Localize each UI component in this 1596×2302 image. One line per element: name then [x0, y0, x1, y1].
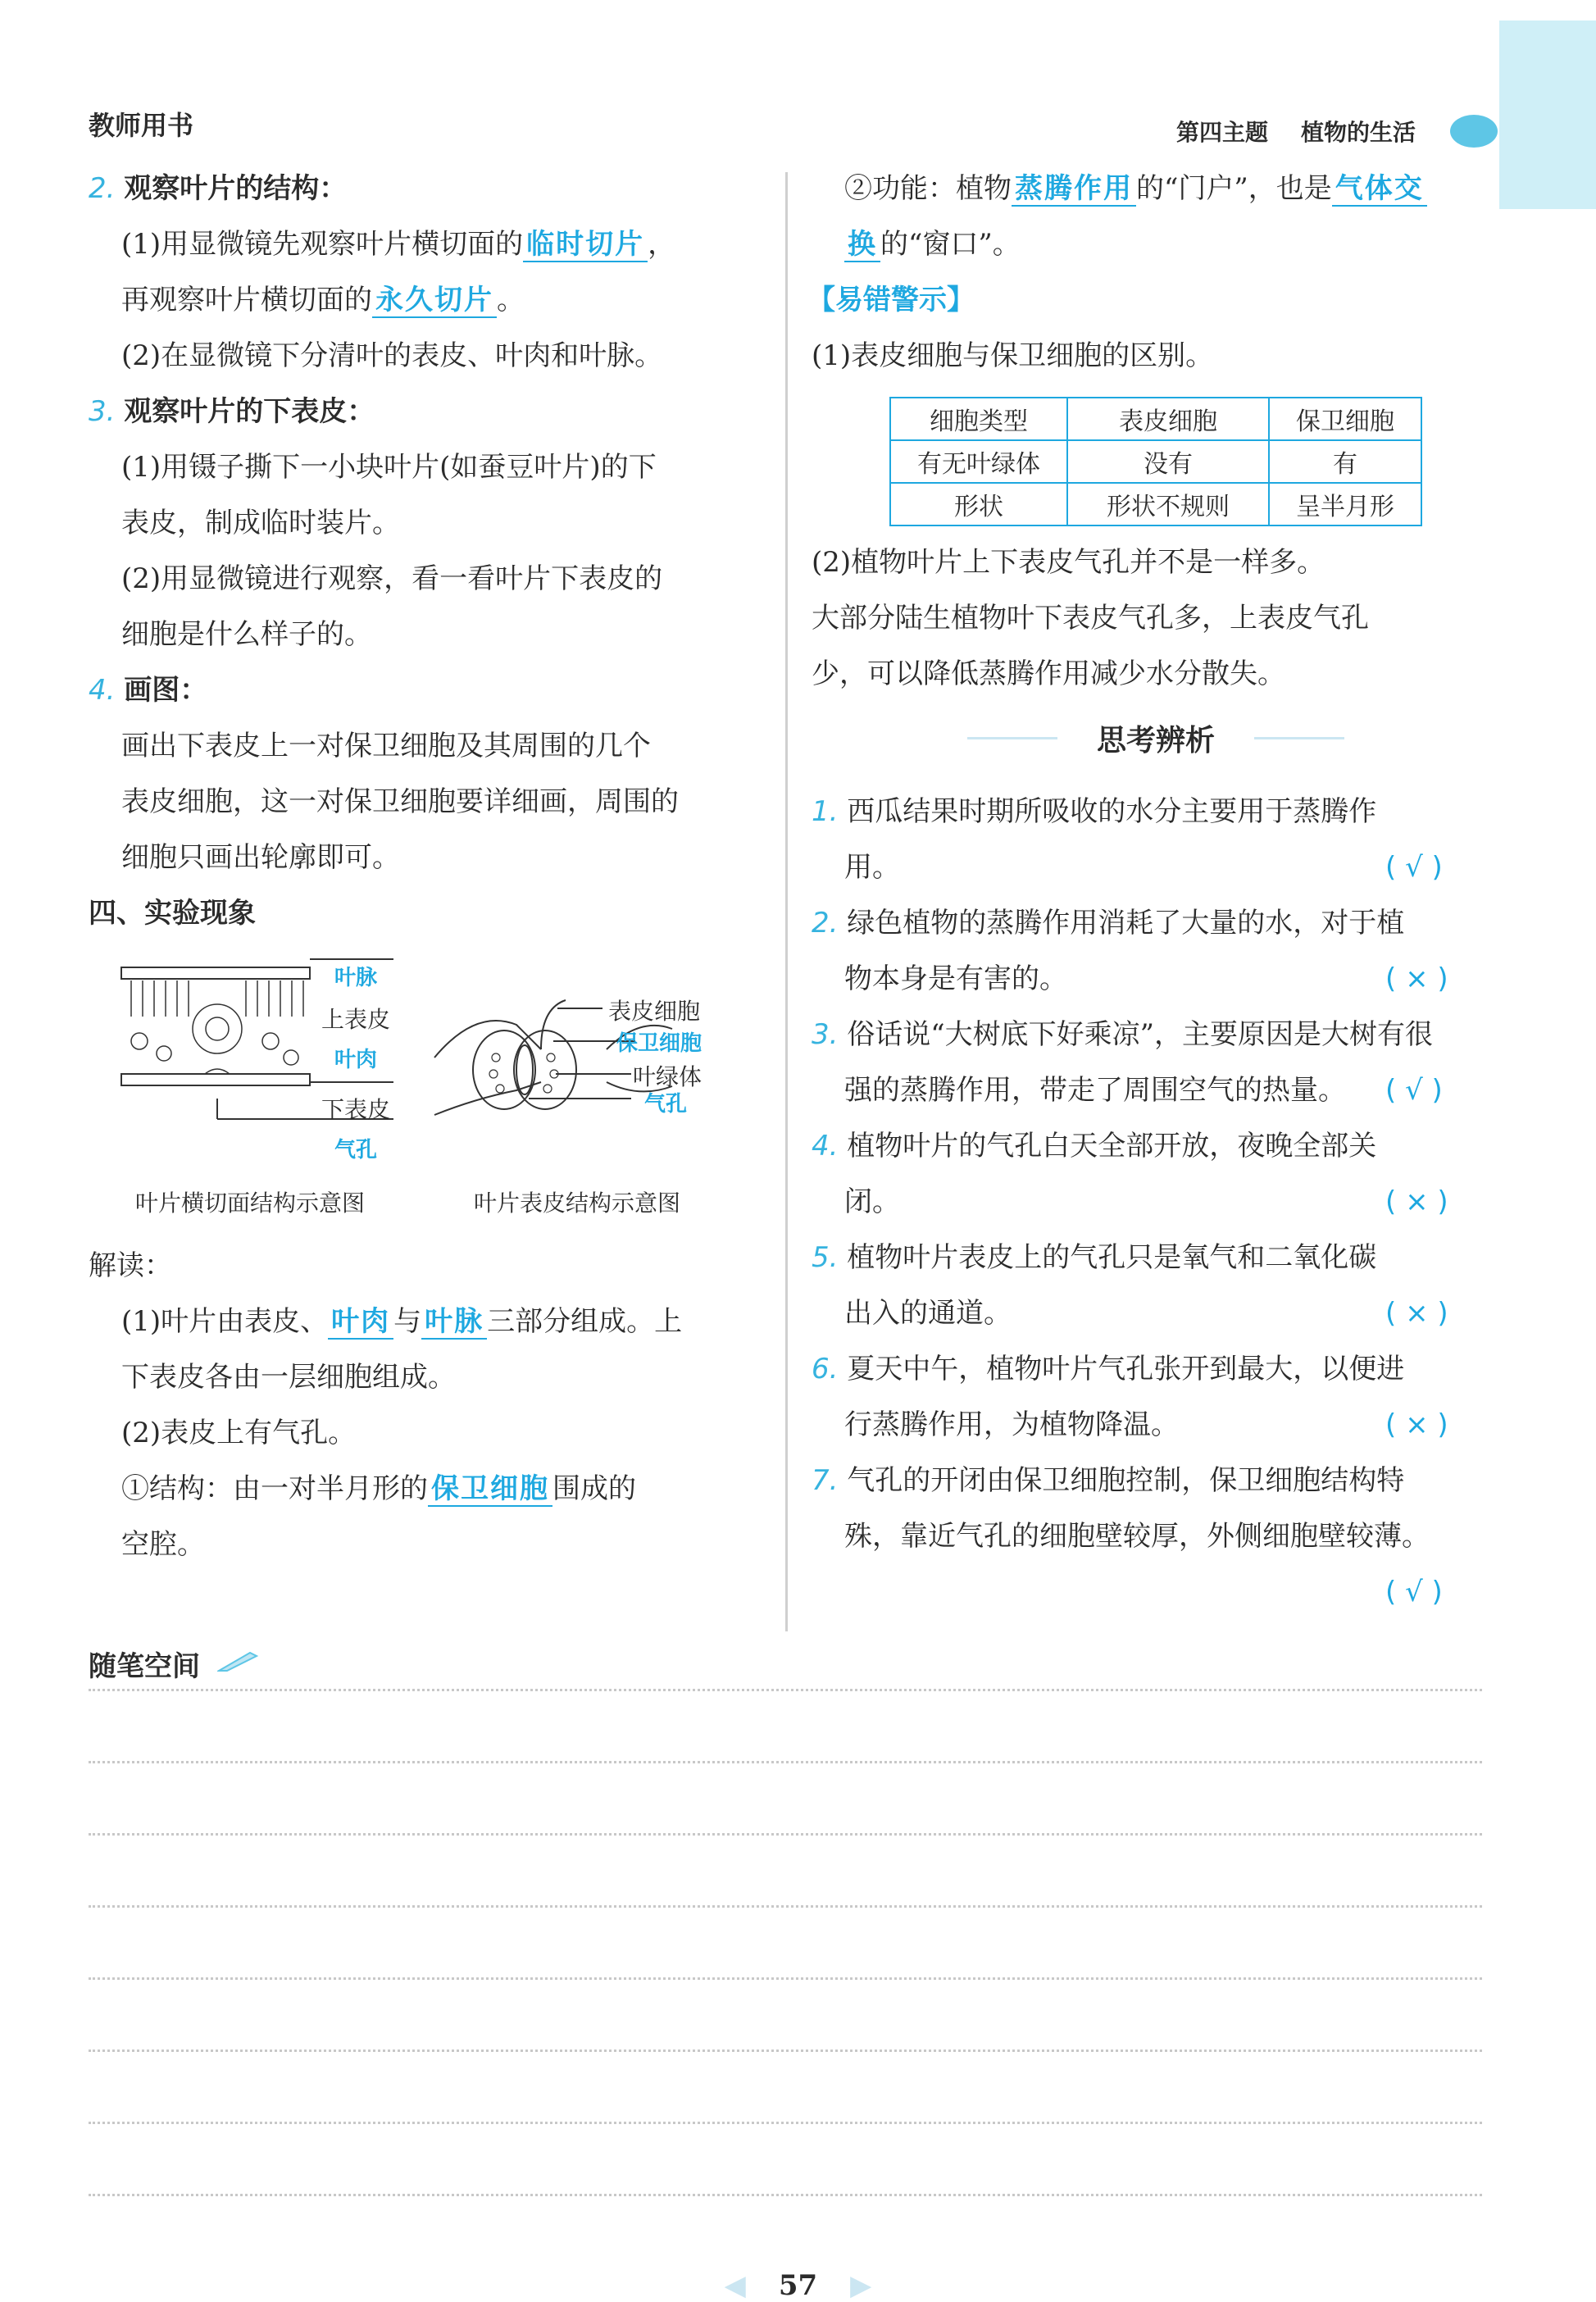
answer-mark: √ — [1405, 1074, 1423, 1107]
text: 西瓜结果时期所吸收的水分主要用于蒸腾作 — [847, 795, 1377, 828]
fig2-stoma-answer: 气孔 — [644, 1092, 688, 1117]
fig1-stoma-answer: 气孔 — [334, 1138, 378, 1162]
function-line-1 — [844, 161, 1427, 216]
q2-line-1 — [121, 216, 675, 272]
text: 的“窗口”。 — [880, 228, 1021, 261]
item-number: 5. — [812, 1241, 839, 1274]
q3-line-2: 表皮，制成临时装片。 — [121, 507, 400, 539]
text: 植物叶片表皮上的气孔只是氧气和二氧化碳 — [847, 1241, 1377, 1274]
answer-mark: × — [1405, 962, 1429, 995]
note-rule — [89, 2194, 1482, 2196]
fig2-chloroplast-label: 叶绿体 — [633, 1063, 703, 1090]
q4-title: 画图： — [124, 674, 208, 707]
tf-item-1-mark: ( √ ) — [1385, 851, 1443, 884]
fig1-mesophyll-answer: 叶肉 — [334, 1048, 378, 1072]
table-row — [890, 440, 1421, 483]
tf-item-6-line-1 — [812, 1341, 1404, 1397]
note-rule — [89, 1761, 1482, 1763]
tf-item-7-line-1 — [812, 1453, 1404, 1508]
answer-mark: √ — [1405, 1576, 1423, 1608]
q3-title: 观察叶片的下表皮： — [124, 395, 375, 428]
text: 再观察叶片横切面的 — [121, 284, 372, 316]
text: 围成的 — [552, 1472, 636, 1505]
text: 气孔的开闭由保卫细胞控制，保卫细胞结构特 — [847, 1464, 1405, 1497]
note-rule — [89, 1833, 1482, 1836]
plant-icon — [1450, 115, 1498, 148]
text: 俗话说“大树底下好乘凉”，主要原因是大树有很 — [847, 1018, 1434, 1051]
tf-item-4-line-2: 闭。 — [844, 1185, 900, 1218]
text: 与 — [393, 1305, 422, 1338]
answer-blank: 保卫细胞 — [428, 1472, 552, 1507]
table-cell: 没有 — [1067, 440, 1269, 483]
header-theme: 第四主题 — [1175, 119, 1268, 146]
fig2-caption: 叶片表皮结构示意图 — [474, 1190, 681, 1217]
table-header-row — [890, 398, 1421, 440]
answer-blank: 换 — [844, 228, 880, 262]
tf-item-4-mark: ( × ) — [1385, 1185, 1448, 1218]
tf-item-6-line-2: 行蒸腾作用，为植物降温。 — [844, 1408, 1179, 1441]
text: 。 — [497, 284, 525, 316]
note-rule — [89, 2050, 1482, 2052]
answer-blank: 永久切片 — [372, 284, 497, 318]
interp-line-3: (2)表皮上有气孔。 — [121, 1417, 357, 1449]
q3-line-4: 细胞是什么样子的。 — [121, 618, 372, 651]
corner-tab — [1499, 20, 1596, 209]
item-number: 1. — [812, 795, 839, 828]
q2-number: 2. — [89, 172, 116, 205]
tf-item-3-line-2: 强的蒸腾作用，带走了周围空气的热量。 — [844, 1074, 1346, 1107]
note-rule — [89, 1689, 1482, 1691]
tf-item-5-mark: ( × ) — [1385, 1297, 1448, 1330]
tf-item-5-line-2: 出入的通道。 — [844, 1297, 1012, 1330]
fig2-epidermal-label: 表皮细胞 — [608, 998, 701, 1025]
table-cell: 形状不规则 — [1067, 483, 1269, 525]
item-number: 6. — [812, 1353, 839, 1385]
fig1-vein-answer: 叶脉 — [334, 966, 378, 990]
q4-line-2: 表皮细胞，这一对保卫细胞要详细画，周围的 — [121, 785, 679, 818]
prev-arrow-icon: ◀ — [724, 2269, 746, 2302]
note-rule — [89, 1905, 1482, 1908]
table-cell: 细胞类型 — [890, 398, 1067, 440]
text: 绿色植物的蒸腾作用消耗了大量的水，对于植 — [847, 907, 1405, 939]
q4-line-3: 细胞只画出轮廓即可。 — [121, 841, 400, 874]
cell-comparison-table — [889, 397, 1422, 526]
answer-blank: 叶脉 — [421, 1305, 487, 1340]
answer-mark: × — [1405, 1297, 1429, 1330]
tf-item-4-line-1 — [812, 1118, 1376, 1174]
interp-title: 解读： — [89, 1249, 172, 1282]
header-right — [1144, 115, 1416, 148]
interp-line-5: 空腔。 — [121, 1528, 205, 1561]
leaf-epidermis-figure — [426, 992, 771, 1131]
answer-blank: 蒸腾作用 — [1012, 172, 1136, 207]
section-4-title: 四、实验现象 — [89, 897, 256, 930]
tf-item-2-line-2: 物本身是有害的。 — [844, 962, 1067, 995]
tf-item-3-line-1 — [812, 1007, 1433, 1062]
q4-heading — [89, 662, 207, 718]
q2-heading — [89, 161, 347, 216]
tf-item-1-line-1 — [812, 784, 1376, 839]
q3-heading — [89, 384, 375, 439]
text: (1)用显微镜先观察叶片横切面的 — [121, 228, 524, 261]
text: 夏天中午，植物叶片气孔张开到最大，以便进 — [847, 1353, 1405, 1385]
warning-line-4: 少，可以降低蒸腾作用减少水分散失。 — [812, 657, 1285, 690]
page-number-text: 57 — [778, 2269, 818, 2302]
think-title: 思考辨析 — [967, 717, 1344, 759]
tf-item-2-mark: ( × ) — [1385, 962, 1448, 995]
tf-item-6-mark: ( × ) — [1385, 1408, 1448, 1441]
tf-item-5-line-1 — [812, 1230, 1376, 1285]
column-divider — [785, 172, 788, 1631]
note-rule — [89, 2122, 1482, 2124]
table-cell: 表皮细胞 — [1067, 398, 1269, 440]
item-number: 7. — [812, 1464, 839, 1497]
q3-line-3: (2)用显微镜进行观察，看一看叶片下表皮的 — [121, 562, 663, 595]
table-cell: 保卫细胞 — [1269, 398, 1421, 440]
page-number — [0, 2269, 1596, 2302]
fig2-guard-answer: 保卫细胞 — [616, 1031, 703, 1056]
q3-number: 3. — [89, 395, 116, 428]
warning-line-1: (1)表皮细胞与保卫细胞的区别。 — [812, 339, 1214, 372]
text: 三部分组成。上 — [487, 1305, 683, 1338]
text: 植物叶片的气孔白天全部开放，夜晚全部关 — [847, 1130, 1377, 1162]
answer-blank: 气体交 — [1332, 172, 1427, 207]
fig1-caption: 叶片横切面结构示意图 — [135, 1190, 366, 1217]
warning-line-3: 大部分陆生植物叶下表皮气孔多，上表皮气孔 — [812, 602, 1369, 635]
header-topic: 植物的生活 — [1300, 119, 1416, 146]
q2-line-2 — [121, 272, 525, 328]
text: (1)叶片由表皮、 — [121, 1305, 329, 1338]
item-number: 2. — [812, 907, 839, 939]
item-number: 4. — [812, 1130, 839, 1162]
note-rule — [89, 1977, 1482, 1980]
interp-line-4 — [121, 1461, 636, 1517]
header-left: 教师用书 — [89, 110, 194, 141]
q2-line-3: (2)在显微镜下分清叶的表皮、叶肉和叶脉。 — [121, 339, 663, 372]
q4-line-1: 画出下表皮上一对保卫细胞及其周围的几个 — [121, 730, 651, 762]
table-cell: 有无叶绿体 — [890, 440, 1067, 483]
function-line-2 — [844, 216, 1021, 272]
q4-number: 4. — [89, 674, 116, 707]
tf-item-7-line-2: 殊，靠近气孔的细胞壁较厚，外侧细胞壁较薄。 — [844, 1520, 1430, 1553]
q2-title: 观察叶片的结构： — [124, 172, 348, 205]
tf-item-7-mark: ( √ ) — [1385, 1576, 1443, 1608]
text: ①结构：由一对半月形的 — [121, 1472, 428, 1505]
fig1-lower-label: 下表皮 — [321, 1096, 391, 1123]
notes-title: 随笔空间 — [89, 1650, 200, 1683]
text: 的“门户”，也是 — [1136, 172, 1332, 205]
tf-item-3-mark: ( √ ) — [1385, 1074, 1443, 1107]
text: ， — [648, 228, 676, 261]
table-cell: 有 — [1269, 440, 1421, 483]
item-number: 3. — [812, 1018, 839, 1051]
answer-mark: × — [1405, 1185, 1429, 1218]
fig1-upper-label: 上表皮 — [321, 1006, 391, 1033]
warning-line-2: (2)植物叶片上下表皮气孔并不是一样多。 — [812, 546, 1325, 579]
interp-line-1 — [121, 1294, 682, 1349]
table-cell: 呈半月形 — [1269, 483, 1421, 525]
answer-mark: × — [1405, 1408, 1429, 1441]
q3-line-1: (1)用镊子撕下一小块叶片(如蚕豆叶片)的下 — [121, 451, 657, 484]
next-arrow-icon: ▶ — [850, 2269, 872, 2302]
answer-blank: 临时切片 — [523, 228, 648, 262]
table-cell: 形状 — [890, 483, 1067, 525]
answer-mark: √ — [1405, 851, 1423, 884]
tf-item-1-line-2: 用。 — [844, 851, 900, 884]
answer-blank: 叶肉 — [328, 1305, 393, 1340]
tf-item-2-line-1 — [812, 895, 1404, 951]
table-row — [890, 483, 1421, 525]
interp-line-2: 下表皮各由一层细胞组成。 — [121, 1361, 456, 1394]
text: ②功能：植物 — [844, 172, 1012, 205]
warning-title: 【易错警示】 — [807, 284, 975, 316]
pen-icon — [217, 1648, 266, 1672]
